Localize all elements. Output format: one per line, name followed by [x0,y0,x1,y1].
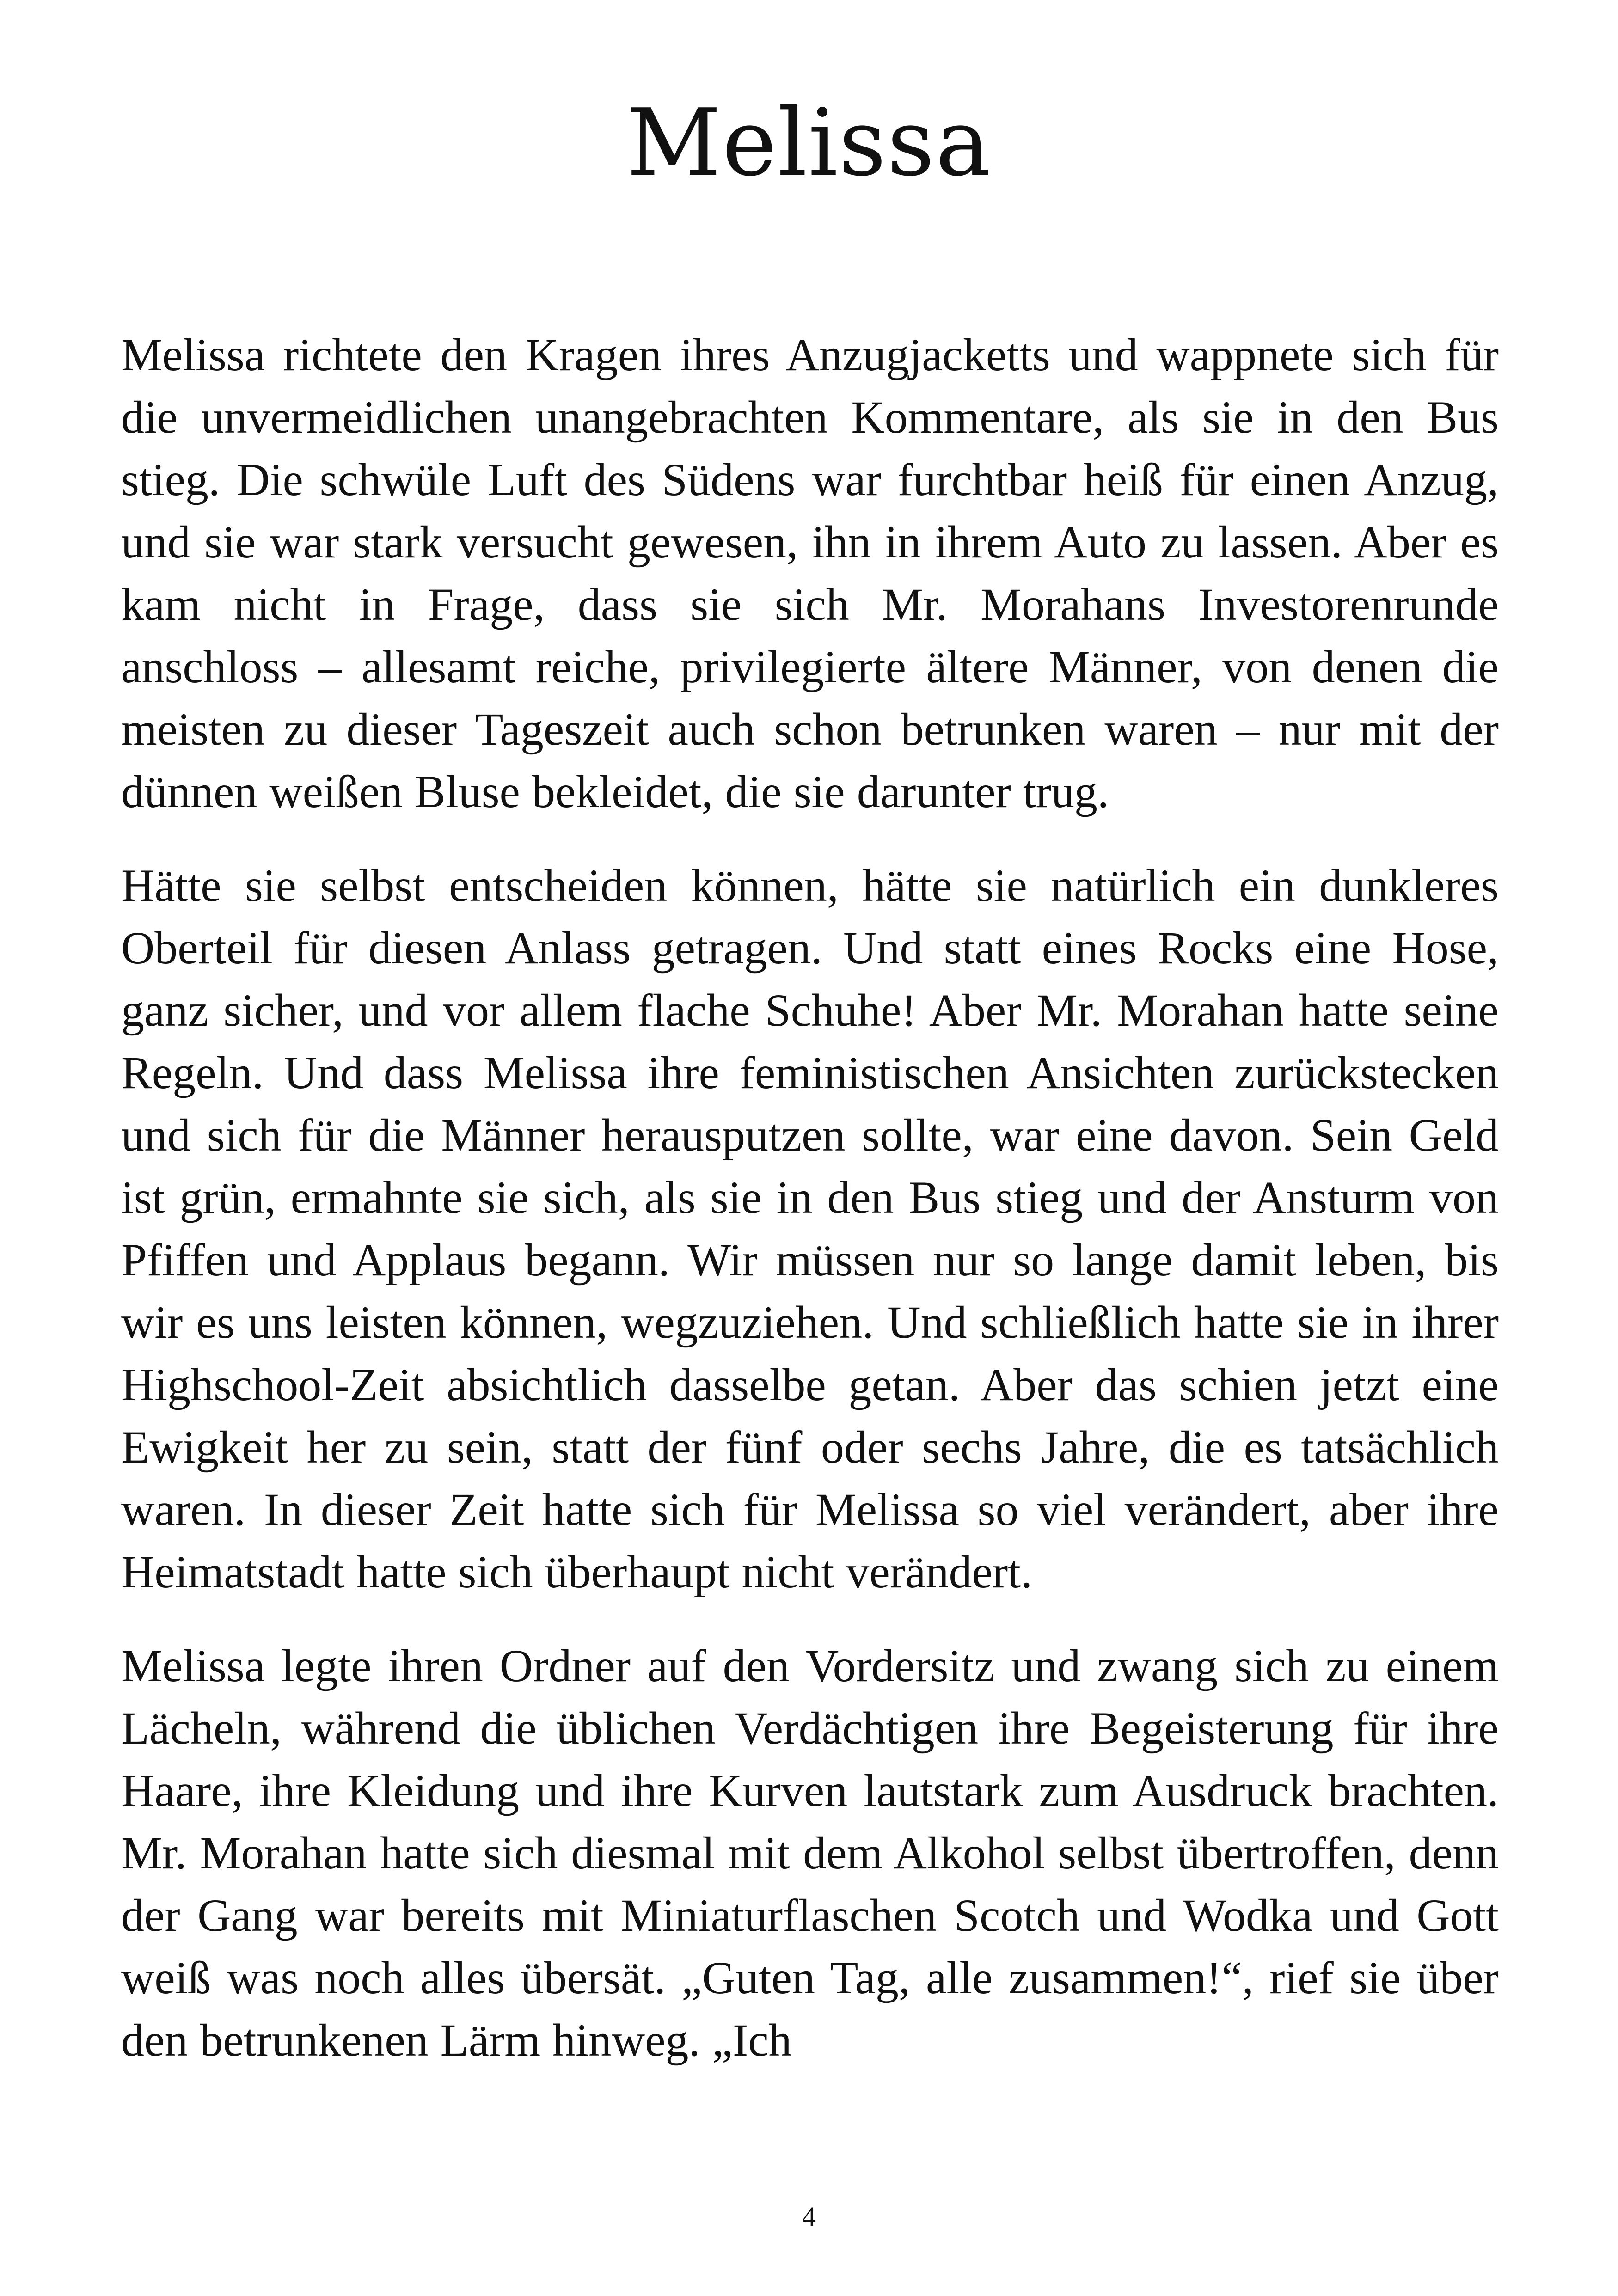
paragraph-2: Hätte sie selbst entscheiden können, hätte sie natürlich ein dunkleres Oberteil für diesen Anlass getragen. Und statt eines Rocks eine Hose, ganz sicher, und vor allem flache Schuhe! Aber Mr. Morahan hatte seine Regeln. Und dass Melissa ihre feministischen Ansichten zurückstecken und sich für die Männer herausputzen sollte, war eine davon. Sein Geld ist grün, ermahnte sie sich, als sie in den Bus stieg und der Ansturm von Pfiffen und Applaus begann. Wir müssen nur so lange damit leben, bis wir es uns leisten können, wegzuziehen. Und schließlich hatte sie in ihrer Highschool-Zeit absichtlich dasselbe getan. Aber das schien jetzt eine Ewigkeit her zu sein, statt der fünf oder sechs Jahre, die es tatsächlich waren. In dieser Zeit hatte sich für Melissa so viel verändert, aber ihre Heimatstadt hatte sich überhaupt nicht verändert. [121,860,1499,1598]
paragraph-1: Melissa richtete den Kragen ihres Anzugjacketts und wappnete sich für die unvermeidlichen unangebrachten Kommentare, als sie in den Bus stieg. Die schwüle Luft des Südens war furchtbar heiß für einen Anzug, und sie war stark versucht gewesen, ihn in ihrem Auto zu lassen. Aber es kam nicht in Frage, dass sie sich Mr. Morahans Investorenrunde anschloss – allesamt reiche, privilegierte ältere Männer, von denen die meisten zu dieser Tageszeit auch schon betrunken waren – nur mit der dünnen weißen Bluse bekleidet, die sie darunter trug. [121,329,1499,817]
chapter-title: Melissa [626,89,992,197]
chapter-body [121,324,1499,2103]
paragraph-3: Melissa legte ihren Ordner auf den Vordersitz und zwang sich zu einem Lächeln, während die üblichen Verdächtigen ihre Begeisterung für ihre Haare, ihre Kleidung und ihre Kurven lautstark zum Ausdruck brachten. Mr. Morahan hatte sich diesmal mit dem Alkohol selbst übertroffen, denn der Gang war bereits mit Miniaturflaschen Scotch und Wodka und Gott weiß was noch alles übersät. „Guten Tag, alle zusammen!“, rief sie über den betrunkenen Lärm hinweg. „Ich [121,1640,1499,2066]
page-number: 4 [802,2201,816,2232]
